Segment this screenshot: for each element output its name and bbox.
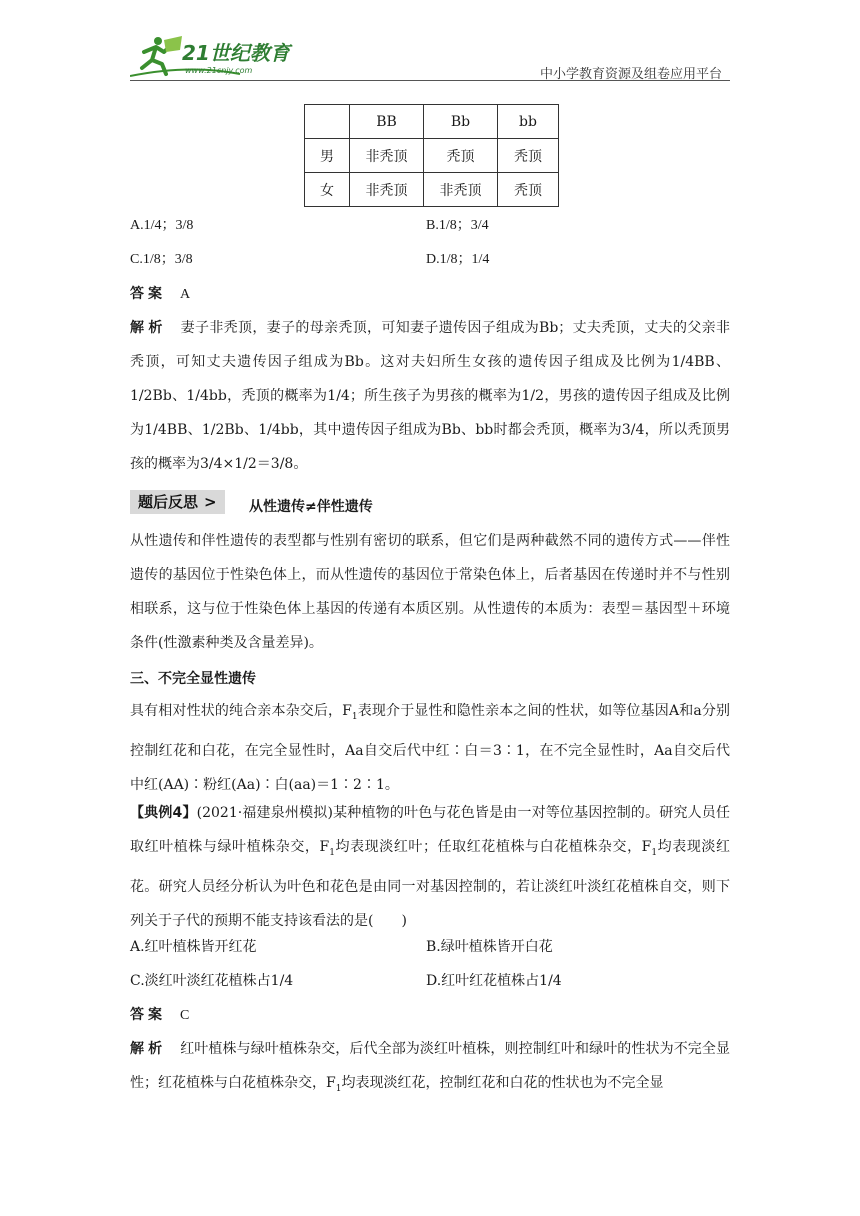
table-cell: 非秃顶 <box>350 173 424 207</box>
page-header <box>0 0 860 90</box>
subscript: 1 <box>351 711 358 722</box>
table-row-header: 女 <box>305 173 350 207</box>
analysis-text: 妻子非秃顶，妻子的母亲秃顶，可知妻子遗传因子组成为Bb；丈夫秃顶，丈夫的父亲非秃顶，可知丈夫遗传因子组成为Bb。这对夫妇所生女孩的遗传因子组成及比例为1/4BB、1/2Bb、1/4bb，秃顶的概率为1/4；所生孩子为男孩的概率为1/2，男孩的遗传因子组成及比例为1/4BB、1/2Bb、1/4bb，其中遗传因子组成为Bb、bb时都会秃顶，概率为3/4，所以秃顶男孩的概率为3/4×1/2＝3/8。 <box>130 320 730 472</box>
svg-text:www.21cnjy.com: www.21cnjy.com <box>185 66 253 75</box>
analysis-label: 解析 <box>130 1041 167 1057</box>
answer-label: 答案 <box>130 286 166 302</box>
option-c: C.1/8；3/8 <box>130 252 193 267</box>
section-paragraph <box>130 694 730 802</box>
chevron-right-icon: > <box>204 493 217 511</box>
table-row <box>305 139 559 173</box>
analysis-label: 解析 <box>130 320 167 336</box>
genotype-table <box>304 104 559 207</box>
section-text: 表现介于显性和隐性亲本之间的性状，如等位基因A和a分别控制红花和白花，在完全显性时，Aa自交后代中红∶白＝3∶1，在不完全显性时，Aa自交后代中红(AA)∶粉红(Aa)∶白(aa)＝1∶2∶1。 <box>130 703 730 793</box>
reflection-text: 从性遗传和伴性遗传的表型都与性别有密切的联系，但它们是两种截然不同的遗传方式——伴性遗传的基因位于性染色体上，而从性遗传的基因位于常染色体上，后者基因在传递时并不与性别相联系，这与位于性染色体上基因的传递有本质区别。从性遗传的本质为：表型＝基因型＋环境条件(性激素种类及含量差异)。 <box>130 533 730 651</box>
analysis-text: 红叶植株与绿叶植株杂交，后代全部为淡红叶植株，则控制红叶和绿叶的性状为不完全显性；红花植株与白花植株杂交，F <box>130 1041 731 1091</box>
table-row <box>305 173 559 207</box>
table-cell: 秃顶 <box>498 139 559 173</box>
example-paragraph <box>130 796 730 938</box>
answer-row <box>130 1005 189 1026</box>
subscript: 1 <box>651 847 658 858</box>
example-text: (2021·福建泉州模拟)某种植物的叶色与花色皆是由一对等位基因控制的。研究人员任取红叶植株与绿叶植株杂交，F <box>130 805 730 855</box>
reflection-label: 题后反思 <box>138 493 199 511</box>
table-column-header: BB <box>350 105 424 139</box>
table-cell: 秃顶 <box>424 139 498 173</box>
option-a: A.红叶植株皆开红花 <box>130 939 257 955</box>
answer-value: A <box>180 287 191 302</box>
example-text: 均表现淡红花。研究人员经分析认为叶色和花色是由同一对基因控制的，若让淡红叶淡红花植株自交，则下列关于子代的预期不能支持该看法的是( ) <box>130 839 730 929</box>
table-cell: 非秃顶 <box>424 173 498 207</box>
table-corner-cell <box>305 105 350 139</box>
table-header-row <box>305 105 559 139</box>
example-tag: 【典例4】 <box>130 805 197 821</box>
section-title: 三、不完全显性遗传 <box>130 671 256 687</box>
table-row-header: 男 <box>305 139 350 173</box>
answer-row <box>130 284 190 305</box>
answer-label: 答案 <box>130 1007 166 1023</box>
option-d: D.红叶红花植株占1/4 <box>426 973 562 989</box>
option-b: B.1/8；3/4 <box>426 218 489 233</box>
subscript: 1 <box>335 1083 342 1094</box>
table-column-header: bb <box>498 105 559 139</box>
example-text: 均表现淡红叶；任取红花植株与白花植株杂交，F <box>334 839 652 855</box>
analysis-paragraph <box>130 1032 730 1106</box>
svg-text:21世纪教育: 21世纪教育 <box>182 41 290 65</box>
option-a: A.1/4；3/8 <box>130 218 194 233</box>
reflection-box <box>130 490 225 514</box>
answer-value: C <box>180 1008 190 1023</box>
analysis-paragraph <box>130 311 730 481</box>
site-name: 中小学教育资源及组卷应用平台 <box>540 67 723 82</box>
subscript: 1 <box>329 847 335 858</box>
table-cell: 秃顶 <box>498 173 559 207</box>
header-divider <box>130 80 730 81</box>
section-text: 具有相对性状的纯合亲本杂交后，F <box>130 703 352 719</box>
site-logo <box>130 34 300 80</box>
table-column-header: Bb <box>424 105 498 139</box>
analysis-text: 均表现淡红花，控制红花和白花的性状也为不完全显 <box>341 1075 664 1091</box>
option-b: B.绿叶植株皆开白花 <box>426 939 553 955</box>
option-c: C.淡红叶淡红花植株占1/4 <box>130 973 294 989</box>
reflection-title: 从性遗传≠伴性遗传 <box>249 499 373 515</box>
table-cell: 非秃顶 <box>350 139 424 173</box>
option-d: D.1/8；1/4 <box>426 252 490 267</box>
